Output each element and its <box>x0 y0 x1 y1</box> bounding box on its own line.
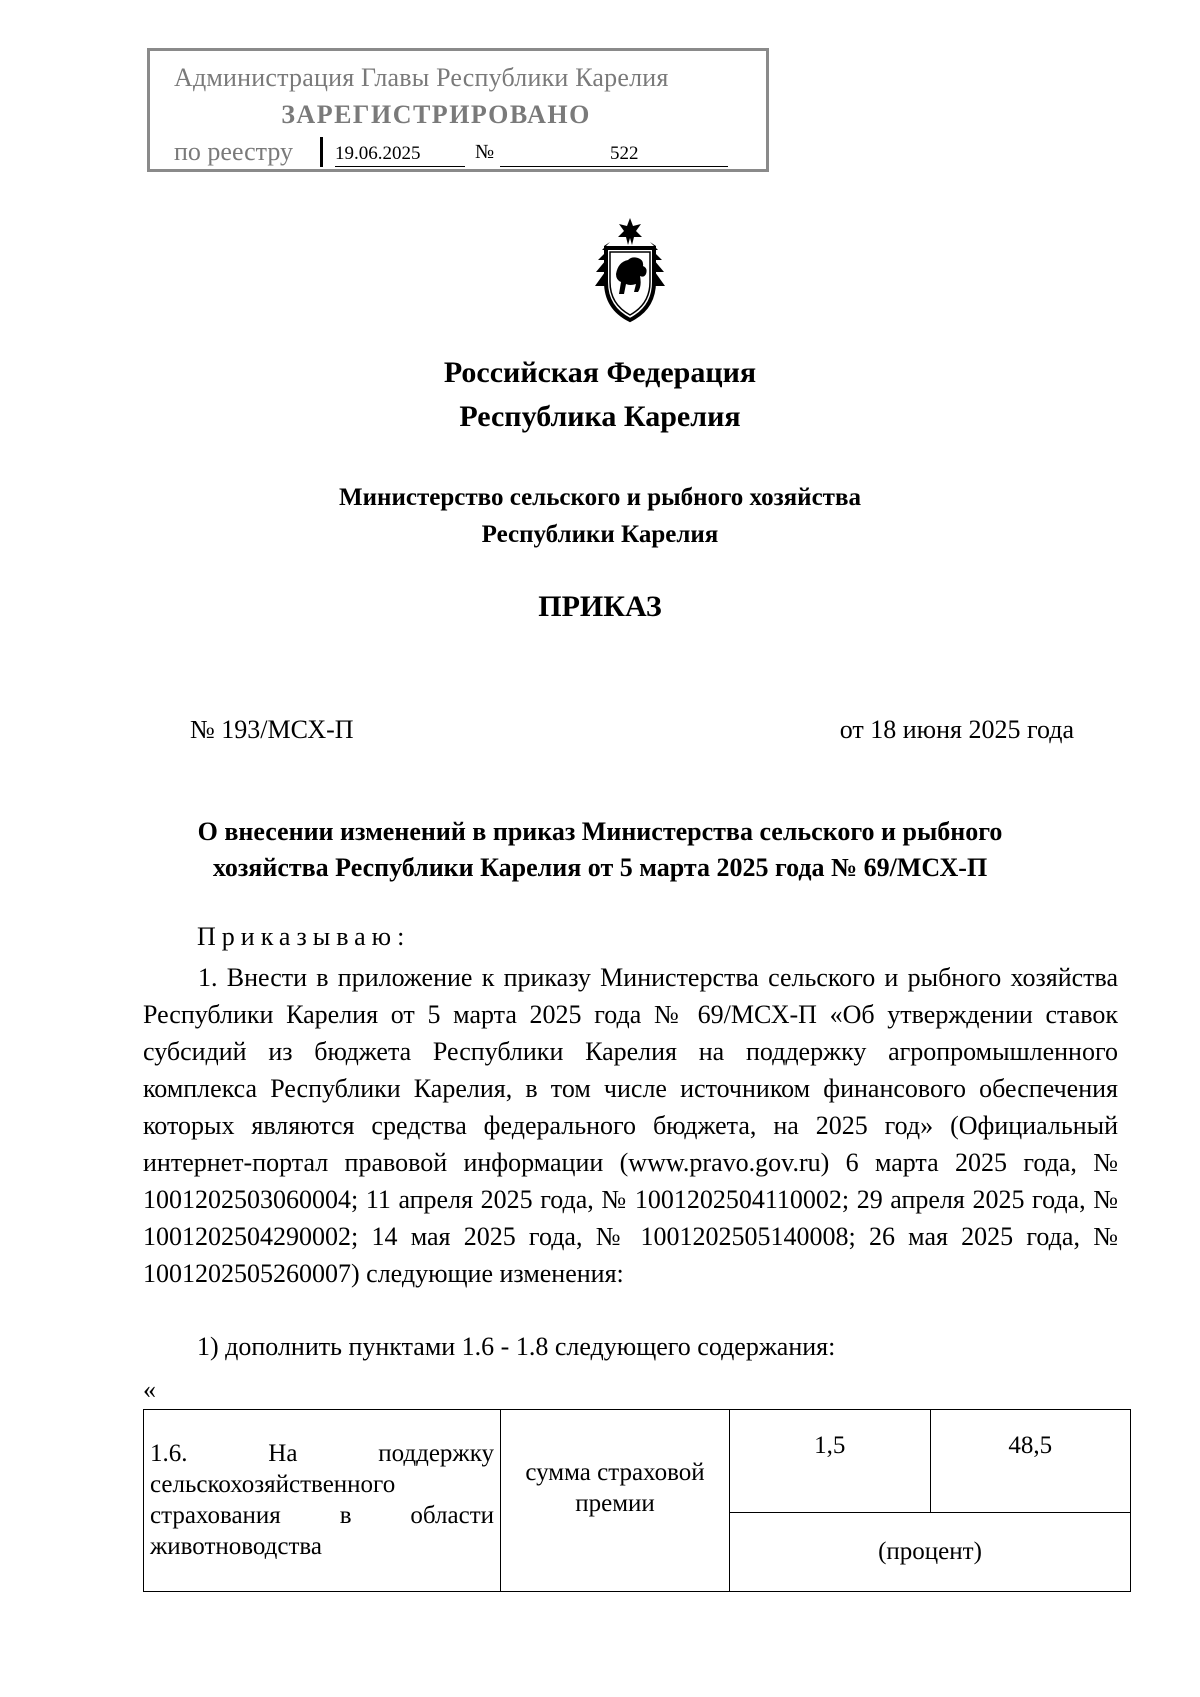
stamp-registry-label: по реестру <box>174 137 294 166</box>
ministry-heading-line2: Республики Карелия <box>481 521 719 548</box>
opening-quote: « <box>143 1375 156 1404</box>
prikazyvayu-text: Приказываю: <box>197 922 411 951</box>
ministry-heading-line1: Министерство сельского и рыбного хозяйства <box>339 484 861 511</box>
coat-of-arms-icon <box>588 216 672 324</box>
document-title-line1: О внесении изменений в приказ Министерства сельского и рыбного <box>197 817 1003 846</box>
document-type-heading: ПРИКАЗ <box>538 590 662 623</box>
stamp-divider <box>320 137 323 167</box>
document-title-line2: хозяйства Республики Карелия от 5 марта 2025 года № 69/МСХ-П <box>212 853 988 882</box>
stamp-number-sign: № <box>475 141 495 163</box>
paragraph-1: 1. Внести в приложение к приказу Министерства сельского и рыбного хозяйства Республики Карелия от 5 марта 2025 года № 69/МСХ-П «Об утверждении ставок субсидий из бюджета Республики Карелия на поддержку агропромышленного комплекса Республики Карелия, в том числе источником финансового обеспечения которых являются средства федерального бюджета, на 2025 год» (Официальный интернет-портал правовой информации (www.pravo.gov.ru) 6 марта 2025 года, № 1001202503060004; 11 апреля 2025 года, № 1001202504110002; 29 апреля 2025 года, № 1001202504290002; 14 мая 2025 года, № 1001202505140008; 26 мая 2025 года, № 1001202505260007) следующие изменения: <box>143 963 1118 1288</box>
table-cell-description <box>144 1410 501 1592</box>
item-1: 1) дополнить пунктами 1.6 - 1.8 следующего содержания: <box>197 1332 836 1361</box>
country-heading: Российская Федерация <box>443 356 757 389</box>
registration-stamp <box>147 48 769 172</box>
stamp-registered: ЗАРЕГИСТРИРОВАНО <box>281 100 591 129</box>
order-date: от 18 июня 2025 года <box>839 715 1074 744</box>
description-line2: сельскохозяйственного <box>150 1471 396 1498</box>
subsidy-rates-table <box>143 1409 1131 1592</box>
republic-heading: Республика Карелия <box>459 400 741 433</box>
order-number: № 193/МСХ-П <box>190 715 354 744</box>
description-line1: 1.6. На поддержку <box>150 1440 494 1467</box>
description-line3: страхования в области <box>150 1502 494 1529</box>
description-line4: животноводства <box>150 1533 322 1560</box>
stamp-administration: Администрация Главы Республики Карелия <box>174 63 669 92</box>
table-row <box>144 1410 1131 1513</box>
table-cell-rate-1: 1,5 <box>730 1410 931 1513</box>
stamp-number: 522 <box>500 143 728 167</box>
table-cell-unit: (процент) <box>730 1513 1131 1592</box>
stamp-date: 19.06.2025 <box>335 143 465 167</box>
table-cell-rate-2: 48,5 <box>930 1410 1131 1513</box>
table-cell-base: сумма страховой премии <box>501 1410 730 1592</box>
